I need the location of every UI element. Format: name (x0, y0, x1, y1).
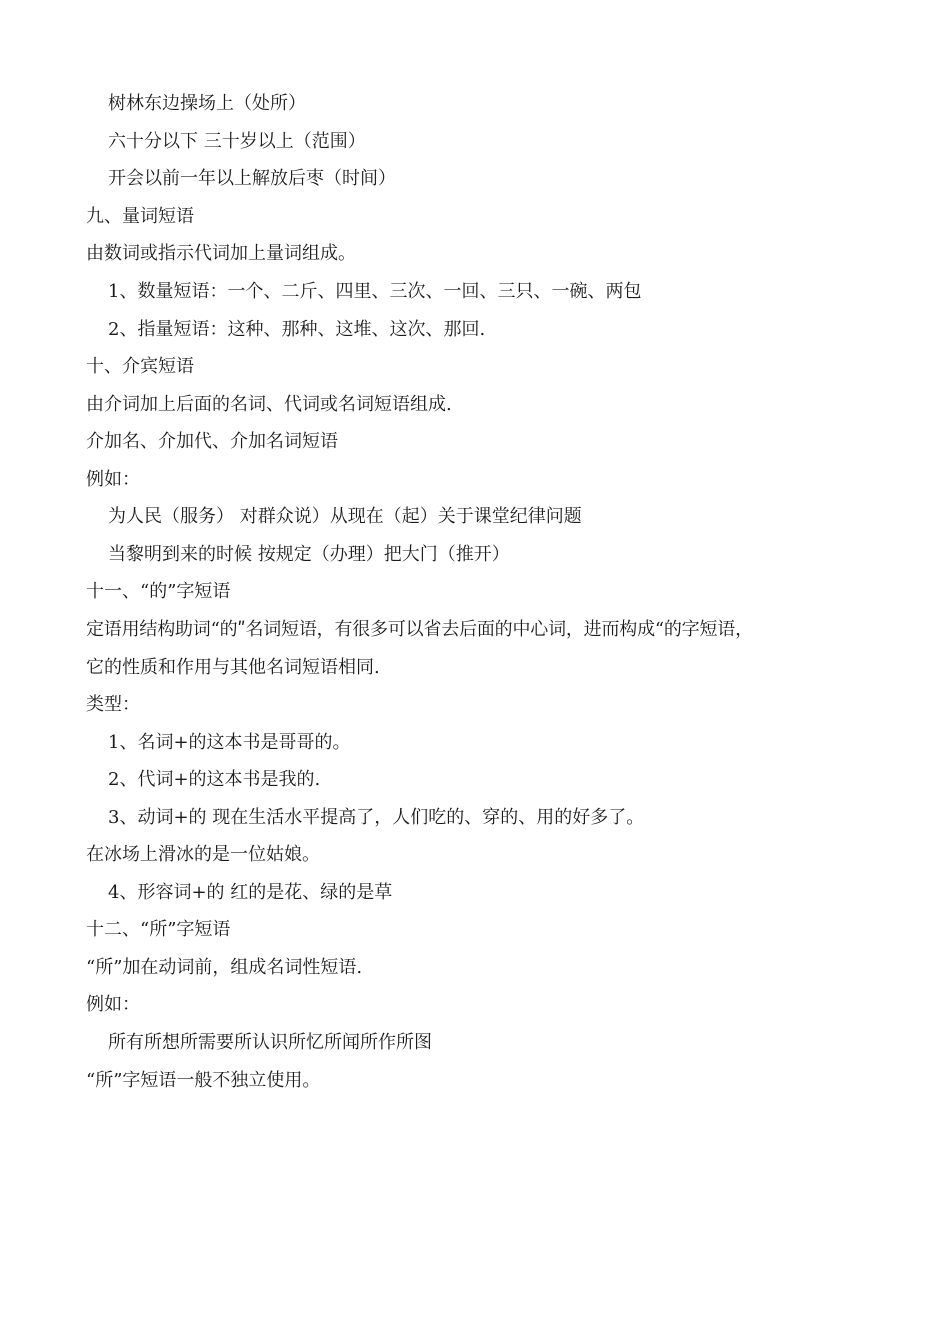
text-line: 2、指量短语：这种、那种、这堆、这次、那回. (108, 319, 486, 340)
text-line: 树林东边操场上（处所） (108, 93, 306, 114)
section-heading-9: 九、量词短语 (86, 206, 194, 227)
text-line: 例如： (86, 469, 140, 490)
text-line: 所有所想所需要所认识所忆所闻所作所图 (108, 1032, 432, 1053)
text-line: 介加名、介加代、介加名词短语 (86, 431, 338, 452)
text-line: 为人民（服务） 对群众说）从现在（起）关于课堂纪律问题 (108, 506, 582, 527)
text-line: 在冰场上滑冰的是一位姑娘。 (86, 844, 320, 865)
text-line: 4、形容词+的 红的是花、绿的是草 (108, 882, 393, 903)
text-line: 1、数量短语：一个、二斤、四里、三次、一回、三只、一碗、两包 (108, 281, 642, 302)
text-line: 2、代词+的这本书是我的. (108, 769, 321, 790)
text-line: 由数词或指示代词加上量词组成。 (86, 243, 356, 264)
text-line: 定语用结构助词“的ʺ名词短语，有很多可以省去后面的中心词，进而构成“的字短语， (86, 619, 753, 640)
text-line: “所”加在动词前，组成名词性短语. (86, 957, 363, 978)
section-heading-11: 十一、“的”字短语 (86, 581, 231, 602)
text-line: 例如： (86, 994, 140, 1015)
text-line: 开会以前一年以上解放后枣（时间） (108, 168, 396, 189)
text-line: “所”字短语一般不独立使用。 (86, 1070, 321, 1091)
text-line: 六十分以下 三十岁以上（范围） (108, 131, 366, 152)
text-line: 1、名词+的这本书是哥哥的。 (108, 732, 351, 753)
section-heading-10: 十、介宾短语 (86, 356, 194, 377)
text-line: 类型： (86, 694, 140, 715)
text-line: 3、动词+的 现在生活水平提高了，人们吃的、穿的、用的好多了。 (108, 807, 645, 828)
text-line: 当黎明到来的时候 按规定（办理）把大门（推开） (108, 544, 510, 565)
text-line: 它的性质和作用与其他名词短语相同. (86, 657, 380, 678)
section-heading-12: 十二、“所”字短语 (86, 919, 231, 940)
text-line: 由介词加上后面的名词、代词或名词短语组成. (86, 394, 452, 415)
